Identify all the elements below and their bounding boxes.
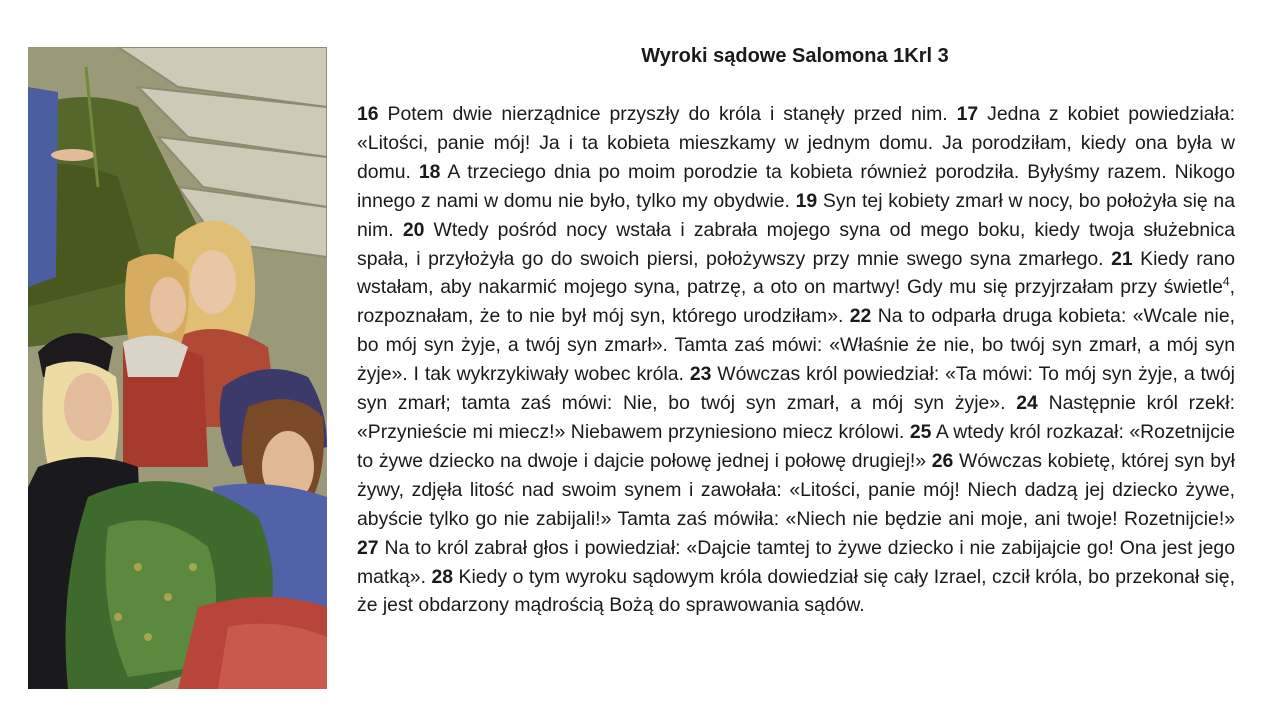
verse-text: A wtedy król rozkazał: «Rozetnijcie to żywe dziecko na dwoje i dajcie połowę jednej i połowę drugiej!» [357,420,1235,472]
verse-number: 26 [931,449,954,472]
verse-number: 20 [402,218,425,241]
painting-blue-figure [28,87,58,287]
painting-woman-face [190,250,236,314]
passage-text [357,100,1235,620]
verse-number: 22 [849,305,872,328]
verse-number: 18 [418,160,441,183]
verse-number: 27 [357,536,379,559]
verse-text: Kiedy o tym wyroku sądowym króla dowiedział się cały Izrael, czcił króla, bo przekonał się, że jest obdarzony mądrością Bożą do sprawowania sądów. [357,565,1235,617]
verse-text: A trzeciego dnia po moim porodzie ta kobieta również porodziła. Byłyśmy razem. Nikogo innego z nami w domu nie było, tylko my obydwie. [357,160,1236,212]
slide-title: Wyroki sądowe Salomona 1Krl 3 [641,45,949,67]
verse-number: 19 [795,189,818,212]
verse-number: 16 [357,103,379,125]
footnote-marker: 4 [1222,274,1230,289]
verse-text: Na to król zabrał głos i powiedział: «Dajcie tamtej to żywe dziecko i nie zabijajcie go! Ona jest jego matką». [357,536,1235,588]
verse-number: 24 [1016,392,1038,415]
verse-number: 28 [431,565,454,588]
verse-number: 21 [1111,247,1133,270]
verse-text: Na to odparła druga kobieta: «Wcale nie, bo mój syn żyje, a twój syn zmarł». Tamta zaś mówi: «Właśnie że nie, bo twój syn zmarł, a mój syn żyje». I tak wykrzykiwały wobec króla. [357,305,1235,386]
fresco-painting [28,47,327,689]
verse-text: Kiedy rano wstałam, aby nakarmić mojego syna, patrzę, a oto on martwy! Gdy mu się przyjrzałam przy świetle [357,247,1236,299]
verse-text: Następnie król rzekł: «Przynieście mi miecz!» Niebawem przyniesiono miecz królowi. [357,392,1235,443]
verse-text: Wówczas król powiedział: «Ta mówi: To mój syn żyje, a twój syn zmarł; tamta zaś mówi: Nie, bo twój syn zmarł, a mój syn żyje». [357,363,1235,415]
verse-text: Syn tej kobiety zmarł w nocy, bo położyła się na nim. [357,189,1235,241]
painting-fresco-icon [28,47,327,689]
verse-number: 25 [909,420,932,443]
verse-number: 17 [956,103,979,125]
verse-number: 23 [689,363,712,386]
verse-text: Jedna z kobiet powiedziała: «Litości, panie mój! Ja i ta kobieta mieszkamy w jednym domu. Ja porodziłam, kiedy ona była w domu. [357,103,1235,183]
verse-text: Potem dwie nierządnice przyszły do króla i stanęły przed nim. [378,103,957,125]
verse-text: , rozpoznałam, że to nie był mój syn, którego urodziłam». [357,276,1235,328]
verse-text: Wtedy pośród nocy wstała i zabrała mojego syna od mego boku, kiedy twoja służebnica spała, i przyłożyła go do swoich piersi, położywszy przy mnie swego syna zmarłego. [357,218,1235,270]
verse-text: Wówczas kobietę, której syn był żywy, zdjęła litość nad swoim synem i zawołała: «Litości, panie mój! Niech dadzą jej dziecko żywe, abyście tylko go nie zabijali!» Tamta zaś mówiła: «Niech nie będzie ani moje, ani twoje! Rozetnijcie!» [357,449,1235,530]
